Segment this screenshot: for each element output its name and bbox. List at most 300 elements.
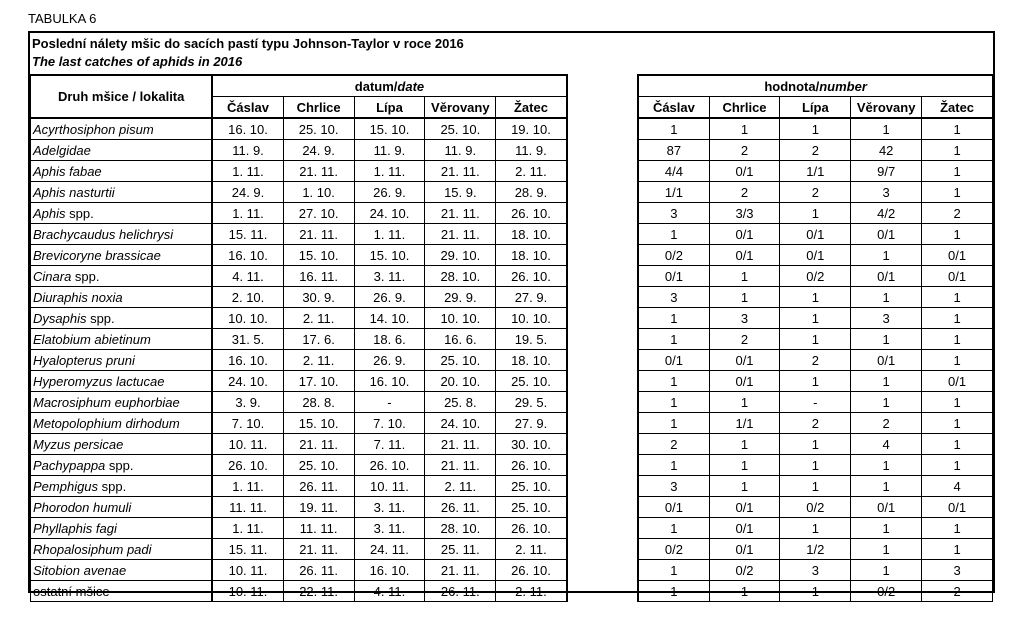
date-cell: 15. 11. [212, 224, 283, 245]
species-cell [31, 497, 213, 518]
table-body [31, 118, 993, 602]
date-cell: 30. 10. [496, 434, 567, 455]
species-cell [31, 518, 213, 539]
number-cell: 1 [922, 392, 993, 413]
number-cell: 1 [922, 518, 993, 539]
number-cell: 1 [638, 329, 709, 350]
date-cell: 24. 10. [354, 203, 425, 224]
date-cell: 25. 10. [496, 371, 567, 392]
number-cell: 1/1 [780, 161, 851, 182]
date-cell: 25. 10. [283, 455, 354, 476]
date-cell: 11. 9. [354, 140, 425, 161]
date-cell: 19. 5. [496, 329, 567, 350]
number-cell: 1 [780, 476, 851, 497]
number-cell: 0/2 [638, 245, 709, 266]
gap-cell [567, 518, 639, 539]
date-cell: 18. 10. [496, 224, 567, 245]
date-cell: 27. 9. [496, 413, 567, 434]
date-cell: 3. 9. [212, 392, 283, 413]
number-cell: 0/1 [922, 371, 993, 392]
number-cell: 1 [709, 118, 780, 140]
species-cell [31, 539, 213, 560]
date-cell: 21. 11. [425, 224, 496, 245]
number-locality-header: Žatec [922, 97, 993, 119]
number-cell: 1 [780, 455, 851, 476]
number-cell: 1 [780, 308, 851, 329]
date-locality-header: Lípa [354, 97, 425, 119]
number-cell: 0/2 [780, 266, 851, 287]
date-cell: 10. 11. [212, 581, 283, 602]
species-cell [31, 245, 213, 266]
number-cell: 1 [922, 329, 993, 350]
number-cell: 1/2 [780, 539, 851, 560]
number-cell: 1 [851, 518, 922, 539]
date-locality-header: Věrovany [425, 97, 496, 119]
date-cell: 26. 11. [425, 581, 496, 602]
date-cell: 18. 6. [354, 329, 425, 350]
gap-cell [567, 350, 639, 371]
date-cell: 26. 9. [354, 287, 425, 308]
gap-cell [567, 497, 639, 518]
number-cell: 0/1 [851, 497, 922, 518]
number-cell: 1 [780, 518, 851, 539]
table-row [31, 245, 993, 266]
table-row [31, 539, 993, 560]
table-row [31, 497, 993, 518]
number-cell: 1 [780, 581, 851, 602]
date-cell: 26. 10. [496, 266, 567, 287]
number-cell: 1 [851, 539, 922, 560]
number-cell: 4/4 [638, 161, 709, 182]
date-cell: 17. 10. [283, 371, 354, 392]
number-cell: 3 [851, 308, 922, 329]
species-cell [31, 308, 213, 329]
date-cell: 24. 10. [212, 371, 283, 392]
date-cell: 19. 11. [283, 497, 354, 518]
number-cell: 1 [638, 413, 709, 434]
number-cell: 1 [851, 476, 922, 497]
date-cell: 31. 5. [212, 329, 283, 350]
species-name: Diuraphis noxia [33, 289, 123, 305]
species-cell [31, 224, 213, 245]
table-row [31, 266, 993, 287]
number-cell: 1 [851, 118, 922, 140]
date-cell: 26. 10. [496, 518, 567, 539]
header-row-groups [31, 75, 993, 97]
number-cell: 1 [709, 392, 780, 413]
date-cell: 11. 9. [496, 140, 567, 161]
date-cell: 21. 11. [425, 560, 496, 581]
species-name: Adelgidae [33, 142, 91, 158]
number-cell: 0/1 [780, 224, 851, 245]
gap-cell [567, 97, 639, 119]
date-cell: 11. 11. [212, 497, 283, 518]
number-cell: 1 [922, 118, 993, 140]
number-cell: 1 [922, 434, 993, 455]
number-cell: 0/1 [709, 539, 780, 560]
date-cell: 27. 9. [496, 287, 567, 308]
date-cell: 29. 5. [496, 392, 567, 413]
number-cell: 1 [638, 560, 709, 581]
species-name: Hyperomyzus lactucae [33, 373, 165, 389]
number-cell: 0/1 [851, 350, 922, 371]
number-cell: - [780, 392, 851, 413]
date-cell: 10. 10. [425, 308, 496, 329]
date-cell: 26. 9. [354, 182, 425, 203]
number-cell: 1 [638, 392, 709, 413]
number-cell: 0/1 [851, 266, 922, 287]
species-name: Sitobion avenae [33, 562, 127, 578]
number-cell: 1 [638, 518, 709, 539]
number-cell: 1 [851, 329, 922, 350]
date-locality-header: Čáslav [212, 97, 283, 119]
species-cell [31, 266, 213, 287]
number-locality-header: Chrlice [709, 97, 780, 119]
date-cell: 26. 10. [496, 203, 567, 224]
date-group-en: date [397, 78, 425, 94]
date-cell: 11. 11. [283, 518, 354, 539]
date-cell: 28. 10. [425, 266, 496, 287]
species-cell [31, 455, 213, 476]
date-cell: 1. 11. [354, 161, 425, 182]
species-cell [31, 140, 213, 161]
table-row [31, 118, 993, 140]
date-cell: 2. 11. [283, 350, 354, 371]
date-cell: 24. 10. [425, 413, 496, 434]
number-cell: 1 [922, 224, 993, 245]
species-cell [31, 161, 213, 182]
gap-cell [567, 371, 639, 392]
date-cell: 21. 11. [283, 224, 354, 245]
species-name: Aphis nasturtii [33, 184, 115, 200]
number-cell: 3 [851, 182, 922, 203]
gap-cell [567, 245, 639, 266]
date-cell: 30. 9. [283, 287, 354, 308]
number-cell: 1 [638, 118, 709, 140]
date-cell: 3. 11. [354, 518, 425, 539]
gap-cell [567, 560, 639, 581]
date-cell: 1. 11. [354, 224, 425, 245]
species-name: Rhopalosiphum padi [33, 541, 152, 557]
date-cell: 7. 10. [354, 413, 425, 434]
gap-cell [567, 140, 639, 161]
number-cell: 1 [922, 140, 993, 161]
number-cell: 1 [851, 245, 922, 266]
date-cell: 4. 11. [212, 266, 283, 287]
species-name: Phorodon humuli [33, 499, 132, 515]
date-cell: 1. 11. [212, 203, 283, 224]
date-cell: 11. 9. [212, 140, 283, 161]
date-cell: 21. 11. [425, 161, 496, 182]
date-cell: 18. 10. [496, 350, 567, 371]
number-cell: 1 [780, 434, 851, 455]
number-cell: 1 [780, 371, 851, 392]
date-cell: 16. 11. [283, 266, 354, 287]
number-cell: 3 [922, 560, 993, 581]
gap-cell [567, 224, 639, 245]
number-cell: 0/2 [780, 497, 851, 518]
number-cell: 1 [709, 476, 780, 497]
species-name: Myzus persicae [33, 436, 124, 452]
number-cell: 1 [922, 287, 993, 308]
date-cell: 21. 11. [283, 161, 354, 182]
species-name: Acyrthosiphon pisum [33, 121, 154, 137]
table-row [31, 371, 993, 392]
date-cell: 4. 11. [354, 581, 425, 602]
table-row [31, 224, 993, 245]
species-suffix: spp. [71, 268, 100, 284]
gap-cell [567, 476, 639, 497]
date-group-header [212, 75, 566, 97]
number-cell: 3 [638, 203, 709, 224]
species-name: Brevicoryne brassicae [33, 247, 161, 263]
number-cell: 3 [780, 560, 851, 581]
gap-cell [567, 329, 639, 350]
table-row [31, 476, 993, 497]
number-cell: 0/1 [851, 224, 922, 245]
number-cell: 3 [709, 308, 780, 329]
date-cell: 21. 11. [283, 434, 354, 455]
gap-cell [567, 455, 639, 476]
number-cell: 1/1 [709, 413, 780, 434]
table-row [31, 287, 993, 308]
species-name: Macrosiphum euphorbiae [33, 394, 180, 410]
date-cell: 18. 10. [496, 245, 567, 266]
table-row [31, 140, 993, 161]
number-cell: 9/7 [851, 161, 922, 182]
number-cell: 1 [709, 266, 780, 287]
date-cell: 11. 9. [425, 140, 496, 161]
number-cell: 1 [922, 308, 993, 329]
table-row [31, 329, 993, 350]
number-cell: 1 [780, 329, 851, 350]
date-cell: 16. 10. [212, 350, 283, 371]
number-cell: 0/1 [709, 518, 780, 539]
number-cell: 1 [922, 539, 993, 560]
date-cell: 26. 10. [496, 455, 567, 476]
species-cell [31, 560, 213, 581]
gap-cell [567, 161, 639, 182]
date-cell: 25. 10. [496, 497, 567, 518]
species-name: Phyllaphis fagi [33, 520, 117, 536]
caption-english: The last catches of aphids in 2016 [32, 54, 243, 69]
table-row [31, 203, 993, 224]
number-cell: 0/1 [709, 161, 780, 182]
date-cell: 26. 10. [354, 455, 425, 476]
table-row [31, 434, 993, 455]
species-cell [31, 203, 213, 224]
number-cell: 1 [638, 455, 709, 476]
number-cell: 1 [922, 413, 993, 434]
date-cell: 15. 10. [283, 245, 354, 266]
number-locality-header: Lípa [780, 97, 851, 119]
species-cell [31, 434, 213, 455]
number-cell: 0/1 [638, 497, 709, 518]
species-name: Metopolophium dirhodum [33, 415, 180, 431]
species-name: Aphis [33, 205, 66, 221]
date-cell: 3. 11. [354, 266, 425, 287]
number-cell: 1 [709, 581, 780, 602]
species-name: Hyalopterus pruni [33, 352, 135, 368]
date-cell: 26. 11. [425, 497, 496, 518]
date-cell: 24. 11. [354, 539, 425, 560]
date-cell: 21. 11. [425, 455, 496, 476]
date-cell: 2. 11. [496, 581, 567, 602]
number-cell: 1 [922, 455, 993, 476]
number-cell: 1 [709, 287, 780, 308]
number-cell: 2 [922, 581, 993, 602]
species-cell [31, 371, 213, 392]
number-cell: 1 [638, 371, 709, 392]
species-header: Druh mšice / lokalita [31, 75, 213, 118]
number-cell: 1 [638, 224, 709, 245]
date-cell: 15. 11. [212, 539, 283, 560]
number-cell: 1 [851, 287, 922, 308]
species-cell [31, 118, 213, 140]
number-cell: 1 [638, 308, 709, 329]
date-cell: 21. 11. [425, 203, 496, 224]
number-cell: 0/1 [709, 245, 780, 266]
number-cell: 2 [709, 329, 780, 350]
date-cell: 15. 10. [354, 245, 425, 266]
date-cell: 22. 11. [283, 581, 354, 602]
species-name: Brachycaudus helichrysi [33, 226, 174, 242]
gap-cell [567, 539, 639, 560]
table-row [31, 455, 993, 476]
number-cell: 1 [851, 392, 922, 413]
number-cell: 1 [638, 581, 709, 602]
date-cell: 26. 10. [496, 560, 567, 581]
number-cell: 1 [709, 434, 780, 455]
number-cell: 2 [780, 182, 851, 203]
species-suffix: spp. [98, 478, 127, 494]
table-row [31, 161, 993, 182]
table-row [31, 560, 993, 581]
number-cell: 4 [851, 434, 922, 455]
number-cell: 1 [922, 350, 993, 371]
date-cell: 2. 11. [425, 476, 496, 497]
date-cell: 10. 11. [354, 476, 425, 497]
date-cell: 16. 10. [354, 371, 425, 392]
gap-cell [567, 413, 639, 434]
species-cell [31, 392, 213, 413]
number-cell: 1 [780, 203, 851, 224]
aphid-catch-table [30, 74, 993, 602]
date-cell: 26. 11. [283, 560, 354, 581]
gap-cell [567, 203, 639, 224]
table-row [31, 182, 993, 203]
date-cell: 16. 6. [425, 329, 496, 350]
number-cell: 0/1 [922, 497, 993, 518]
date-cell: 1. 11. [212, 476, 283, 497]
date-cell: 28. 9. [496, 182, 567, 203]
species-suffix: spp. [86, 310, 115, 326]
gap-cell [567, 182, 639, 203]
table-row [31, 413, 993, 434]
date-cell: 24. 9. [212, 182, 283, 203]
date-cell: 28. 8. [283, 392, 354, 413]
date-cell: 16. 10. [212, 245, 283, 266]
date-cell: 24. 9. [283, 140, 354, 161]
date-cell: 15. 10. [354, 118, 425, 140]
date-cell: 1. 11. [212, 518, 283, 539]
number-cell: 0/1 [709, 371, 780, 392]
date-cell: 25. 11. [425, 539, 496, 560]
species-cell [31, 182, 213, 203]
date-cell: 16. 10. [212, 118, 283, 140]
date-cell: 1. 11. [212, 161, 283, 182]
species-suffix: spp. [105, 457, 134, 473]
species-name: Pachypappa [33, 457, 106, 473]
number-cell: 2 [780, 140, 851, 161]
number-cell: 0/2 [709, 560, 780, 581]
date-cell: 25. 10. [425, 118, 496, 140]
table-row [31, 518, 993, 539]
date-cell: 2. 11. [283, 308, 354, 329]
table-frame [28, 31, 995, 599]
number-cell: 0/1 [709, 497, 780, 518]
gap-cell [567, 75, 639, 97]
number-cell: 1 [922, 182, 993, 203]
number-cell: 1/1 [638, 182, 709, 203]
date-locality-header: Chrlice [283, 97, 354, 119]
number-cell: 2 [851, 413, 922, 434]
number-cell: 4 [922, 476, 993, 497]
date-cell: 3. 11. [354, 497, 425, 518]
gap-cell [567, 434, 639, 455]
date-cell: 25. 8. [425, 392, 496, 413]
species-cell [31, 350, 213, 371]
species-name: Pemphigus [33, 478, 99, 494]
gap-cell [567, 266, 639, 287]
date-cell: 27. 10. [283, 203, 354, 224]
species-suffix: spp. [65, 205, 94, 221]
date-cell: 7. 10. [212, 413, 283, 434]
number-group-cz: hodnota/ [764, 78, 820, 94]
date-cell: 17. 6. [283, 329, 354, 350]
number-cell: 0/1 [709, 224, 780, 245]
date-cell: 26. 9. [354, 350, 425, 371]
species-name: Dysaphis [33, 310, 87, 326]
number-locality-header: Čáslav [638, 97, 709, 119]
species-cell [31, 287, 213, 308]
caption-czech: Poslední nálety mšic do sacích pastí typu Johnson-Taylor v roce 2016 [32, 36, 464, 51]
species-name: ostatní mšice [33, 583, 110, 599]
gap-cell [567, 581, 639, 602]
date-cell: 25. 10. [496, 476, 567, 497]
number-cell: 1 [780, 118, 851, 140]
date-cell: 1. 10. [283, 182, 354, 203]
date-cell: 10. 11. [212, 560, 283, 581]
number-cell: 2 [780, 350, 851, 371]
number-cell: 87 [638, 140, 709, 161]
number-cell: 1 [851, 560, 922, 581]
gap-cell [567, 392, 639, 413]
date-cell: 2. 11. [496, 161, 567, 182]
number-cell: 2 [780, 413, 851, 434]
number-cell: 2 [922, 203, 993, 224]
date-cell: 20. 10. [425, 371, 496, 392]
date-cell: 21. 11. [283, 539, 354, 560]
species-name: Cinara [33, 268, 72, 284]
date-cell: 7. 11. [354, 434, 425, 455]
number-cell: 3 [638, 287, 709, 308]
date-group-cz: datum/ [354, 78, 398, 94]
table-row [31, 392, 993, 413]
table-row [31, 308, 993, 329]
date-cell: 26. 11. [283, 476, 354, 497]
number-cell: 2 [638, 434, 709, 455]
